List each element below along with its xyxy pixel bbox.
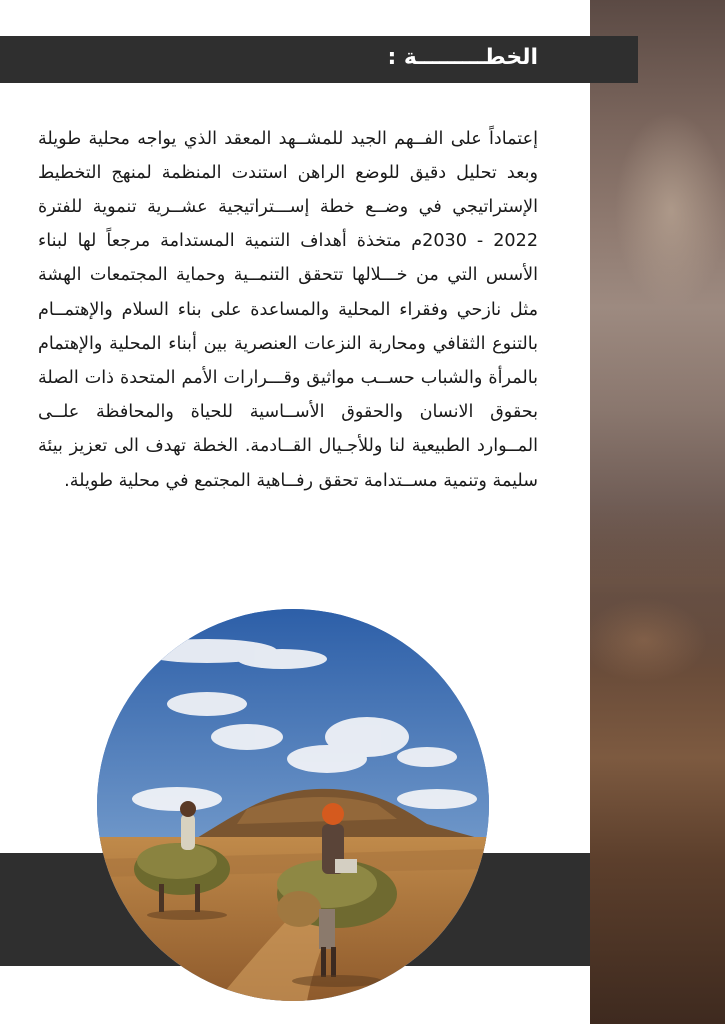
side-landscape-photo bbox=[590, 0, 725, 1024]
heading-bar bbox=[0, 36, 638, 83]
section-heading: الخطـــــــــة : bbox=[387, 45, 538, 70]
body-paragraph: إعتماداً على الفــهم الجيد للمشــهد المعقد الذي يواجه محلية طويلة وبعد تحليل دقيق للوضع الراهن استندت المنظمة لمنهج التخطيط الإستراتيجي في وضــع خطة إســـتراتيجية عشــرية تنموية للفترة 2022 - 2030م متخذة أهداف التنمية المستدامة مرجعاً لها لبناء الأسس التي من خـــلالها تتحقق التنمــية وحماية المجتمعات الهشة مثل نازحي وفقراء المحلية والمساعدة على بناء السلام والإهتمــام بالتنوع الثقافي ومحاربة النزعات العنصرية بين أبناء المحلية والإهتمام بالمرأة والشباب حســب مواثيق وقـــرارات الأمم المتحدة ذات الصلة بحقوق الانسان والحقوق الأســاسية للحياة والمحافظة علــى المــوارد الطبيعية لنا وللأجـيال القــادمة. الخطة تهدف الى تعزيز بيئة سليمة وتنمية مســتدامة تحقق رفــاهية المجتمع في محلية طويلة. bbox=[38, 128, 539, 491]
circle-photo bbox=[97, 609, 489, 1001]
side-photo-haze bbox=[590, 500, 725, 660]
